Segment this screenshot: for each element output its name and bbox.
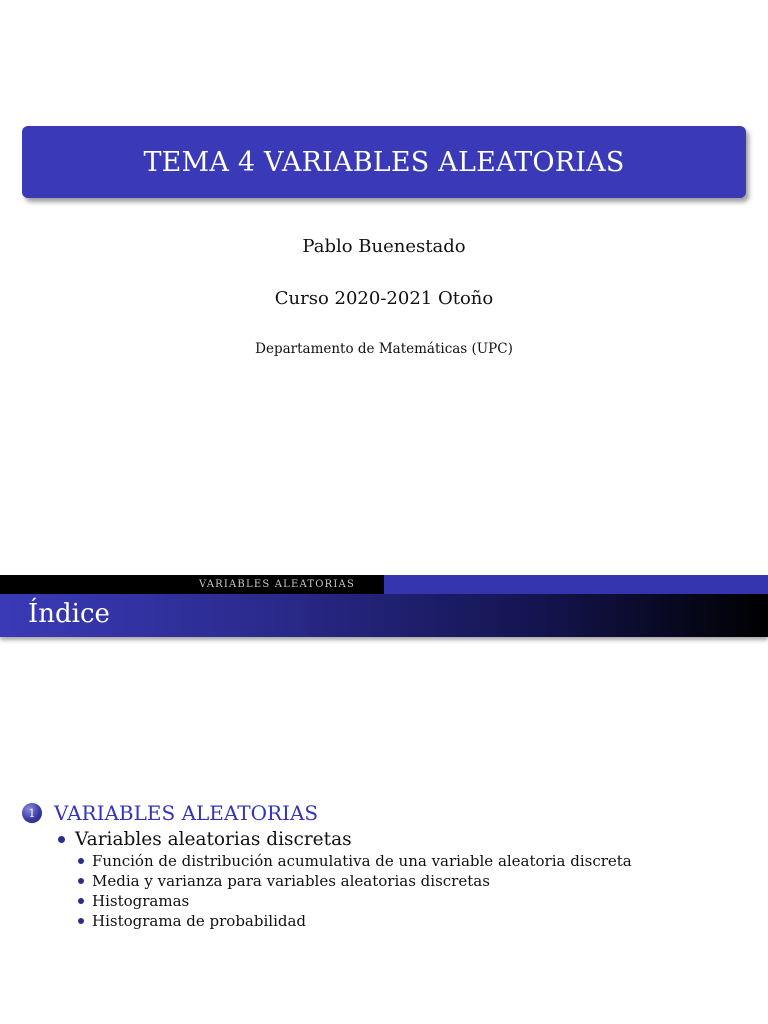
frame-title-bar (0, 594, 768, 637)
toc-subsection-label[interactable]: Variables aleatorias discretas (75, 828, 352, 850)
toc-subsubsection-label[interactable]: Función de distribución acumulativa de una variable aleatoria discreta (92, 852, 632, 870)
toc-subsubsection-item[interactable] (78, 871, 742, 891)
presentation-title: TEMA 4 VARIABLES ALEATORIAS (143, 146, 625, 178)
toc-section-item[interactable] (22, 799, 742, 827)
table-of-contents (22, 799, 742, 931)
nav-section-label[interactable]: VARIABLES ALEATORIAS (198, 579, 356, 590)
bullet-icon (78, 898, 84, 904)
bullet-icon (58, 836, 65, 843)
toc-subsubsection-label[interactable]: Histogramas (92, 892, 190, 910)
toc-subsubsection-label[interactable]: Media y varianza para variables aleatorias discretas (92, 872, 490, 890)
bullet-icon (78, 858, 84, 864)
navigation-strip (0, 575, 768, 594)
nav-subsection-bar (384, 575, 768, 594)
bullet-icon (78, 878, 84, 884)
toc-subsubsection-label[interactable]: Histograma de probabilidad (92, 912, 307, 930)
toc-subsubsection-item[interactable] (78, 891, 742, 911)
toc-section-label[interactable]: VARIABLES ALEATORIAS (54, 801, 319, 825)
course-date: Curso 2020-2021 Otoño (274, 288, 494, 309)
section-number-ball-icon: 1 (22, 803, 42, 823)
title-box (22, 126, 746, 198)
toc-subsection-item[interactable] (58, 827, 742, 851)
bullet-icon (78, 918, 84, 924)
institute: Departamento de Matemáticas (UPC) (255, 341, 513, 357)
frame-title: Índice (28, 599, 110, 629)
toc-subsubsection-item[interactable] (78, 851, 742, 871)
toc-subsubsection-item[interactable] (78, 911, 742, 931)
author-name: Pablo Buenestado (302, 236, 466, 257)
nav-section-bar[interactable] (0, 575, 384, 594)
